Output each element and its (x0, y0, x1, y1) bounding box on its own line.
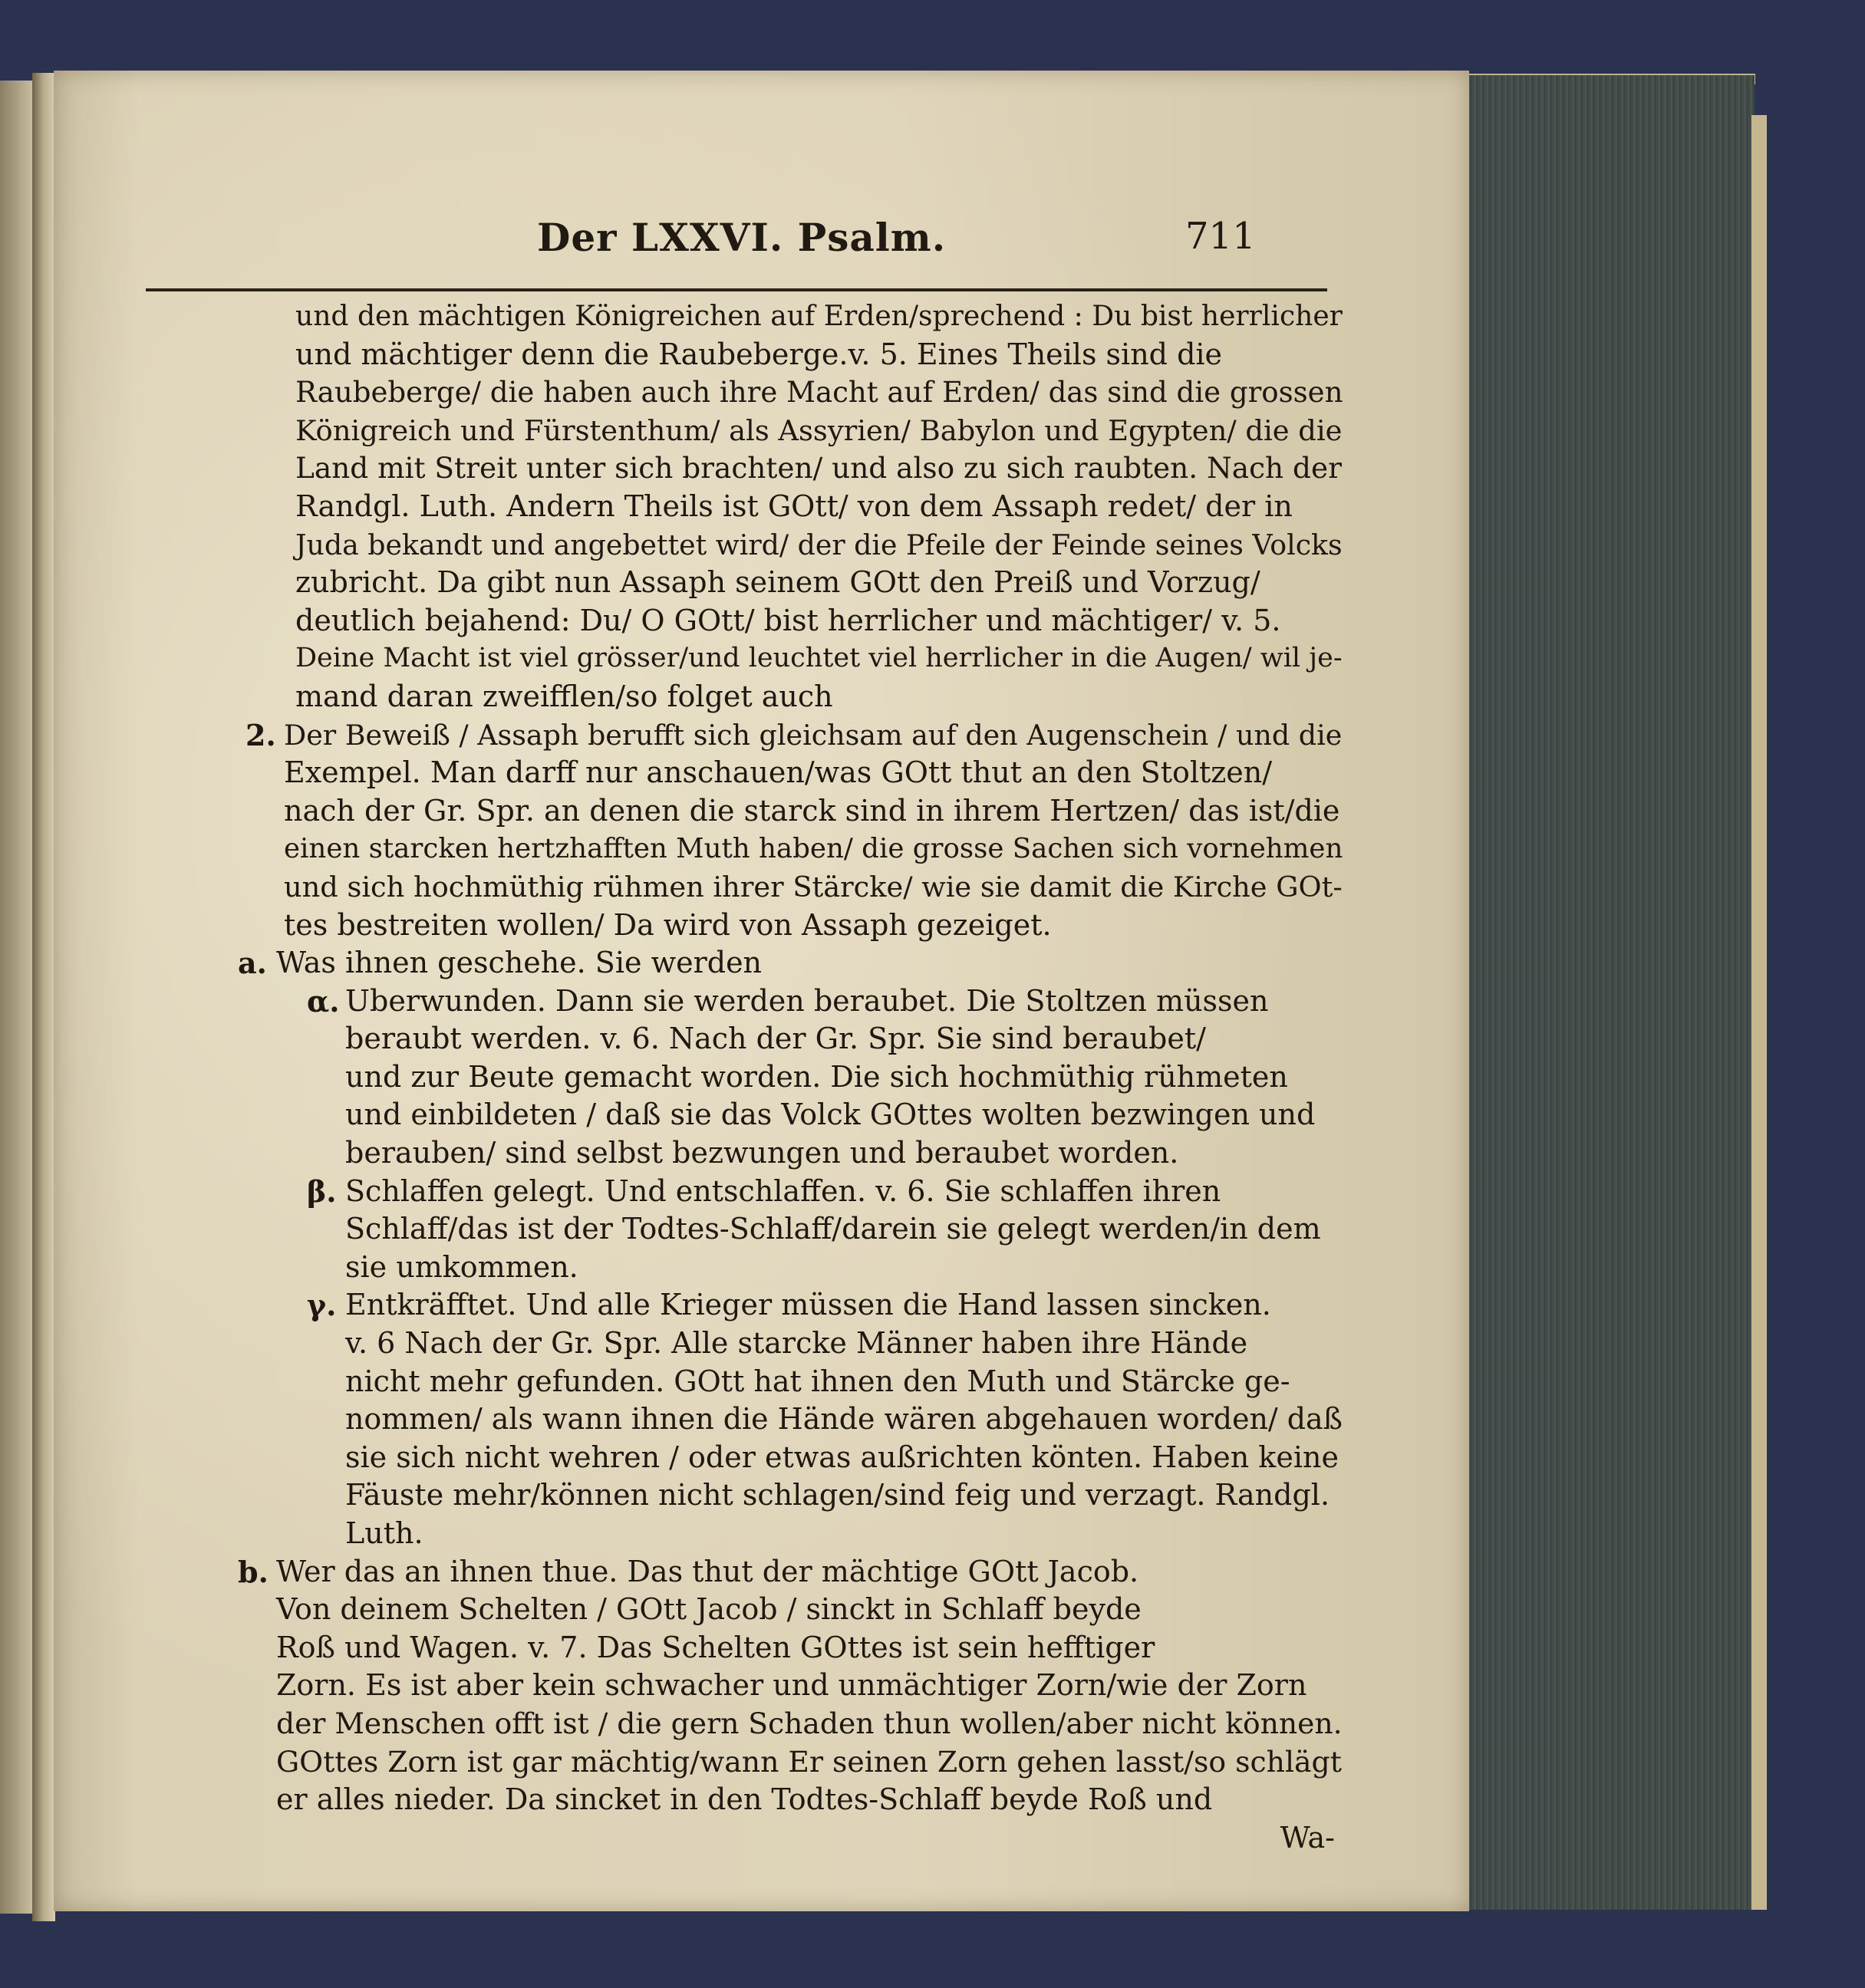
text-line (230, 1249, 1350, 1287)
line-text: einen starcken hertzhafften Muth haben/ die grosse Sachen sich vornehmen (284, 833, 1343, 865)
text-line (230, 754, 1350, 792)
text-line (230, 982, 1350, 1021)
line-text: und den mächtigen Königreichen auf Erden/sprechend : Du bist herrlicher (295, 300, 1343, 332)
book-gutter (32, 73, 55, 1921)
text-line (230, 1096, 1350, 1134)
line-text: mand daran zweifflen/so folget auch (295, 679, 833, 713)
page-header (54, 215, 1469, 276)
text-line (230, 1743, 1350, 1782)
line-text: Juda bekandt und angebettet wird/ der die Pfeile der Feinde seines Volcks (295, 528, 1343, 561)
line-text: Wa- (1280, 1820, 1335, 1855)
text-line (230, 412, 1350, 450)
line-text: Was ihnen geschehe. Sie werden (276, 946, 763, 980)
line-text: GOttes Zorn ist gar mächtig/wann Er seinen Zorn gehen lasst/so schlägt (276, 1744, 1342, 1779)
book-cover-edge (1751, 115, 1767, 1910)
text-line (230, 1819, 1350, 1858)
line-text: der Menschen offt ist / die gern Schaden thun wollen/aber nicht können. (276, 1706, 1343, 1740)
text-line (230, 830, 1350, 868)
line-text: beraubt werden. v. 6. Nach der Gr. Spr. Sie sind beraubet/ (345, 1022, 1206, 1056)
text-line (230, 298, 1350, 336)
text-line (230, 792, 1350, 831)
line-text: Zorn. Es ist aber kein schwacher und unmächtiger Zorn/wie der Zorn (276, 1668, 1307, 1703)
line-text: Deine Macht ist viel grösser/und leuchtet viel herrlicher in die Augen/ wil je- (295, 643, 1343, 674)
text-line (230, 1210, 1350, 1249)
line-text: Der Beweiß / Assaph berufft sich gleichsam auf den Augenschein / und die (284, 718, 1343, 752)
outline-marker: 2. (245, 717, 276, 752)
text-line (230, 488, 1350, 526)
page-number: 711 (1185, 215, 1256, 258)
text-line (230, 944, 1350, 982)
line-text: er alles nieder. Da sincket in den Todtes-Schlaff beyde Roß und (276, 1782, 1213, 1817)
line-text: zubricht. Da gibt nun Assaph seinem GOtt den Preiß und Vorzug/ (295, 565, 1260, 600)
text-line (230, 526, 1350, 564)
text-line (230, 1476, 1350, 1515)
line-text: tes bestreiten wollen/ Da wird von Assaph gezeiget. (284, 907, 1052, 942)
line-text: Schlaff/das ist der Todtes-Schlaff/darein sie gelegt werden/in dem (345, 1212, 1321, 1246)
text-line (230, 1705, 1350, 1743)
text-line (230, 678, 1350, 716)
text-line (230, 449, 1350, 488)
text-line (230, 716, 1350, 755)
line-text: sie sich nicht wehren / oder etwas außrichten könten. Haben keine (345, 1440, 1339, 1474)
outline-marker: a. (238, 946, 267, 981)
line-text: Uberwunden. Dann sie werden beraubet. Die Stoltzen müssen (345, 983, 1269, 1018)
line-text: berauben/ sind selbst bezwungen und beraubet worden. (345, 1136, 1179, 1170)
text-line (230, 1400, 1350, 1439)
line-text: Schlaffen gelegt. Und entschlaffen. v. 6. Sie schlaffen ihren (345, 1173, 1221, 1208)
line-text: und mächtiger denn die Raubeberge.v. 5. Eines Theils sind die (295, 337, 1223, 371)
line-text: Königreich und Fürstenthum/ als Assyrien/ Babylon und Egypten/ die die (295, 413, 1343, 447)
text-line (230, 1515, 1350, 1553)
text-line (230, 1020, 1350, 1058)
book-page (54, 71, 1469, 1911)
text-line (230, 602, 1350, 640)
text-line (230, 907, 1350, 945)
text-line (230, 1781, 1350, 1819)
line-text: Luth. (345, 1516, 423, 1550)
line-text: Entkräfftet. Und alle Krieger müssen die Hand lassen sincken. (345, 1288, 1271, 1322)
text-line (230, 640, 1350, 678)
line-text: und zur Beute gemacht worden. Die sich hochmüthig rühmeten (345, 1059, 1288, 1094)
text-line (230, 564, 1350, 602)
outline-marker: b. (238, 1554, 269, 1589)
running-head: Der LXXVI. Psalm. (537, 215, 947, 260)
line-text: nommen/ als wann ihnen die Hände wären abgehauen worden/ daß (345, 1402, 1343, 1437)
line-text: nach der Gr. Spr. an denen die starck sind in ihrem Hertzen/ das ist/die (284, 793, 1340, 828)
line-text: Roß und Wagen. v. 7. Das Schelten GOttes ist sein hefftiger (276, 1630, 1155, 1664)
line-text: und sich hochmüthig rühmen ihrer Stärcke/ wie sie damit die Kirche GOt- (284, 870, 1343, 903)
header-rule (146, 288, 1327, 291)
text-line (230, 1134, 1350, 1173)
line-text: v. 6 Nach der Gr. Spr. Alle starcke Männer haben ihre Hände (345, 1326, 1248, 1361)
text-line (230, 1667, 1350, 1705)
outline-marker: β. (307, 1173, 337, 1209)
text-line (230, 374, 1350, 412)
line-text: Fäuste mehr/können nicht schlagen/sind feig und verzagt. Randgl. (345, 1478, 1330, 1512)
line-text: sie umkommen. (345, 1249, 578, 1284)
left-page-edge (0, 81, 32, 1914)
line-text: und einbildeten / daß sie das Volck GOttes wolten bezwingen und (345, 1098, 1316, 1132)
text-line (230, 1363, 1350, 1401)
page-body (230, 298, 1350, 1857)
text-line (230, 1286, 1350, 1325)
line-text: Exempel. Man darff nur anschauen/was GOtt thut an den Stoltzen/ (284, 755, 1273, 790)
line-text: Von deinem Schelten / GOtt Jacob / sinckt in Schlaff beyde (276, 1592, 1142, 1627)
text-line (230, 1439, 1350, 1477)
text-line (230, 1629, 1350, 1667)
line-text: Randgl. Luth. Andern Theils ist GOtt/ von dem Assaph redet/ der in (295, 489, 1293, 523)
text-line (230, 868, 1350, 907)
outline-marker: α. (307, 983, 340, 1019)
text-line (230, 1591, 1350, 1629)
outline-marker: γ. (307, 1288, 337, 1323)
text-line (230, 1173, 1350, 1211)
line-text: nicht mehr gefunden. GOtt hat ihnen den Muth und Stärcke ge- (345, 1364, 1290, 1398)
text-line (230, 1325, 1350, 1363)
line-text: Raubeberge/ die haben auch ihre Macht auf Erden/ das sind die grossen (295, 376, 1343, 410)
line-text: Land mit Streit unter sich brachten/ und also zu sich raubten. Nach der (295, 451, 1342, 485)
text-line (230, 1058, 1350, 1097)
page-block-fore-edge (1464, 75, 1755, 1910)
text-line (230, 336, 1350, 374)
text-line (230, 1553, 1350, 1591)
line-text: deutlich bejahend: Du/ O GOtt/ bist herrlicher und mächtiger/ v. 5. (295, 603, 1281, 637)
line-text: Wer das an ihnen thue. Das thut der mächtige GOtt Jacob. (276, 1554, 1139, 1588)
